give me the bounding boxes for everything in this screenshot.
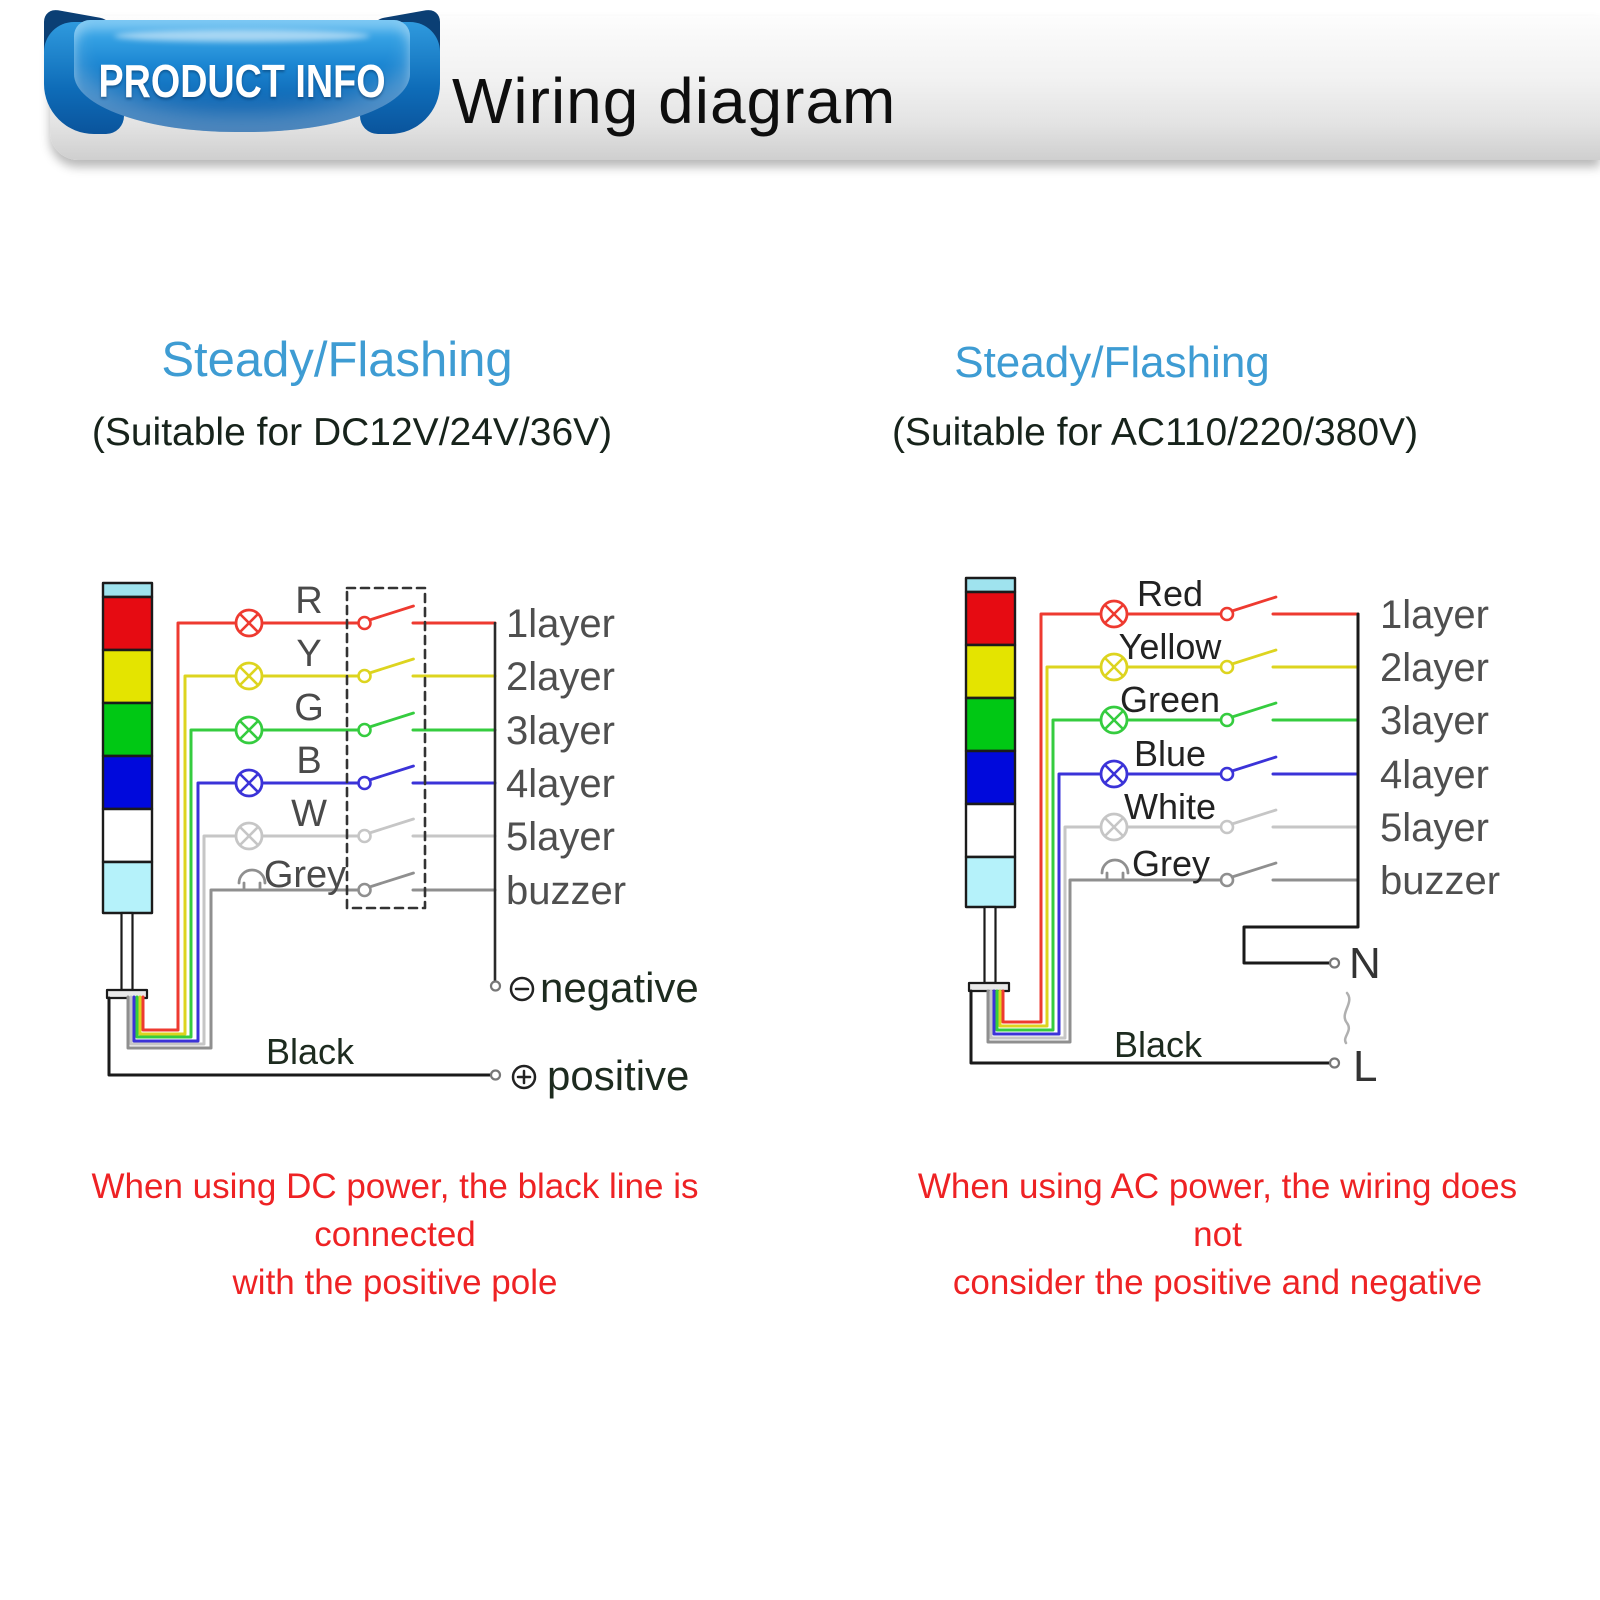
buzzer-icon	[239, 870, 265, 889]
lamp-green-icon	[236, 717, 262, 743]
tower-light-ac	[966, 578, 1015, 991]
wire-label: Grey	[263, 854, 347, 896]
dc-note-line2: with the positive pole	[232, 1263, 558, 1302]
n-terminal	[1330, 959, 1339, 968]
black-wire-label: Black	[1113, 1024, 1203, 1065]
wire-label: R	[295, 580, 323, 622]
tower-segment-cyan	[103, 862, 152, 913]
switch-red-icon	[359, 606, 414, 629]
tower-light-dc	[103, 583, 152, 998]
switch-grey-icon	[359, 873, 414, 896]
tower-segment-blue	[966, 751, 1015, 804]
positive-label: positive	[547, 1052, 690, 1099]
switch-green-icon	[359, 713, 414, 736]
tower-segment-red	[966, 592, 1015, 645]
switch-green-icon	[1221, 703, 1276, 726]
ac-note-line2: consider the positive and negative	[952, 1263, 1483, 1302]
ac-source-squiggle	[1345, 993, 1350, 1043]
switch-red-icon	[1221, 597, 1276, 620]
layer-label: 5layer	[1380, 806, 1489, 850]
lamp-yellow-icon	[236, 663, 262, 689]
l-terminal-label: L	[1353, 1042, 1378, 1091]
wire-label: G	[294, 687, 324, 729]
ac-wiring-diagram	[966, 573, 1500, 1091]
tower-stem	[985, 907, 996, 983]
wire-label: White	[1123, 786, 1217, 827]
layer-label: 5layer	[506, 815, 615, 859]
dc-note	[15, 1163, 775, 1307]
wire-label: Grey	[1131, 843, 1211, 884]
page-title: Wiring diagram	[452, 65, 897, 137]
wire-label: Y	[296, 633, 322, 675]
tower-segment-green	[966, 698, 1015, 751]
layer-label: 3layer	[506, 709, 615, 753]
layer-label: 4layer	[506, 762, 615, 806]
switch-grey-icon	[1221, 863, 1276, 886]
dc-note-line1: When using DC power, the black line is connected	[91, 1167, 699, 1254]
tower-segment-yellow	[966, 645, 1015, 698]
switch-blue-icon	[1221, 757, 1276, 780]
lamp-white-icon	[236, 823, 262, 849]
wire-label: Green	[1119, 679, 1221, 720]
tower-segment-yellow	[103, 650, 152, 703]
switch-white-icon	[359, 819, 414, 842]
plus-icon	[513, 1066, 535, 1088]
positive-terminal	[491, 1071, 500, 1080]
layer-label: 4layer	[1380, 753, 1489, 797]
ac-note-line1: When using AC power, the wiring does not	[917, 1167, 1518, 1254]
tower-segment-cyan	[966, 857, 1015, 907]
layer-label: 3layer	[1380, 699, 1489, 743]
buzzer-icon	[1102, 860, 1128, 879]
wire-grey-dc	[128, 890, 357, 1048]
black-wire-label: Black	[265, 1031, 355, 1072]
wire-grey-ac	[988, 880, 1220, 1042]
wire-label: B	[296, 740, 322, 782]
lamp-blue-icon	[236, 770, 262, 796]
right-diagram-subtitle: (Suitable for AC110/220/380V)	[891, 411, 1419, 454]
minus-icon	[511, 978, 533, 1000]
layer-label: buzzer	[1380, 859, 1501, 903]
l-terminal	[1330, 1059, 1339, 1068]
layer-label: 2layer	[1380, 646, 1489, 690]
layer-label: 1layer	[506, 602, 615, 646]
left-diagram-title: Steady/Flashing	[161, 333, 513, 387]
dc-wiring-diagram	[103, 580, 699, 1099]
tower-stem	[122, 913, 133, 990]
product-info-badge: PRODUCT INFO	[98, 55, 386, 107]
switch-group-box	[347, 588, 425, 908]
layer-label: 2layer	[506, 655, 615, 699]
ac-note	[895, 1163, 1540, 1307]
n-terminal-label: N	[1349, 939, 1381, 988]
tower-segment-green	[103, 703, 152, 756]
negative-terminal	[491, 982, 500, 991]
tower-segment-red	[103, 597, 152, 650]
layer-label: buzzer	[506, 869, 627, 913]
switch-yellow-icon	[1221, 650, 1276, 673]
lamp-red-icon	[236, 610, 262, 636]
switch-white-icon	[1221, 810, 1276, 833]
switch-yellow-icon	[359, 659, 414, 682]
negative-label: negative	[540, 964, 699, 1011]
tower-segment-white	[966, 804, 1015, 857]
wire-label: Yellow	[1118, 626, 1222, 667]
switch-blue-icon	[359, 766, 414, 789]
layer-label: 1layer	[1380, 593, 1489, 637]
wire-label: Blue	[1133, 733, 1207, 774]
wire-label: Red	[1136, 573, 1204, 614]
right-diagram-title: Steady/Flashing	[954, 338, 1270, 387]
tower-segment-top-cyan	[103, 583, 152, 597]
lamp-blue-icon	[1101, 761, 1127, 787]
lamp-red-icon	[1101, 601, 1127, 627]
tower-segment-blue	[103, 756, 152, 809]
tower-segment-top-cyan	[966, 578, 1015, 592]
left-diagram-subtitle: (Suitable for DC12V/24V/36V)	[91, 411, 613, 454]
wire-label: W	[291, 793, 327, 835]
tower-segment-white	[103, 809, 152, 862]
